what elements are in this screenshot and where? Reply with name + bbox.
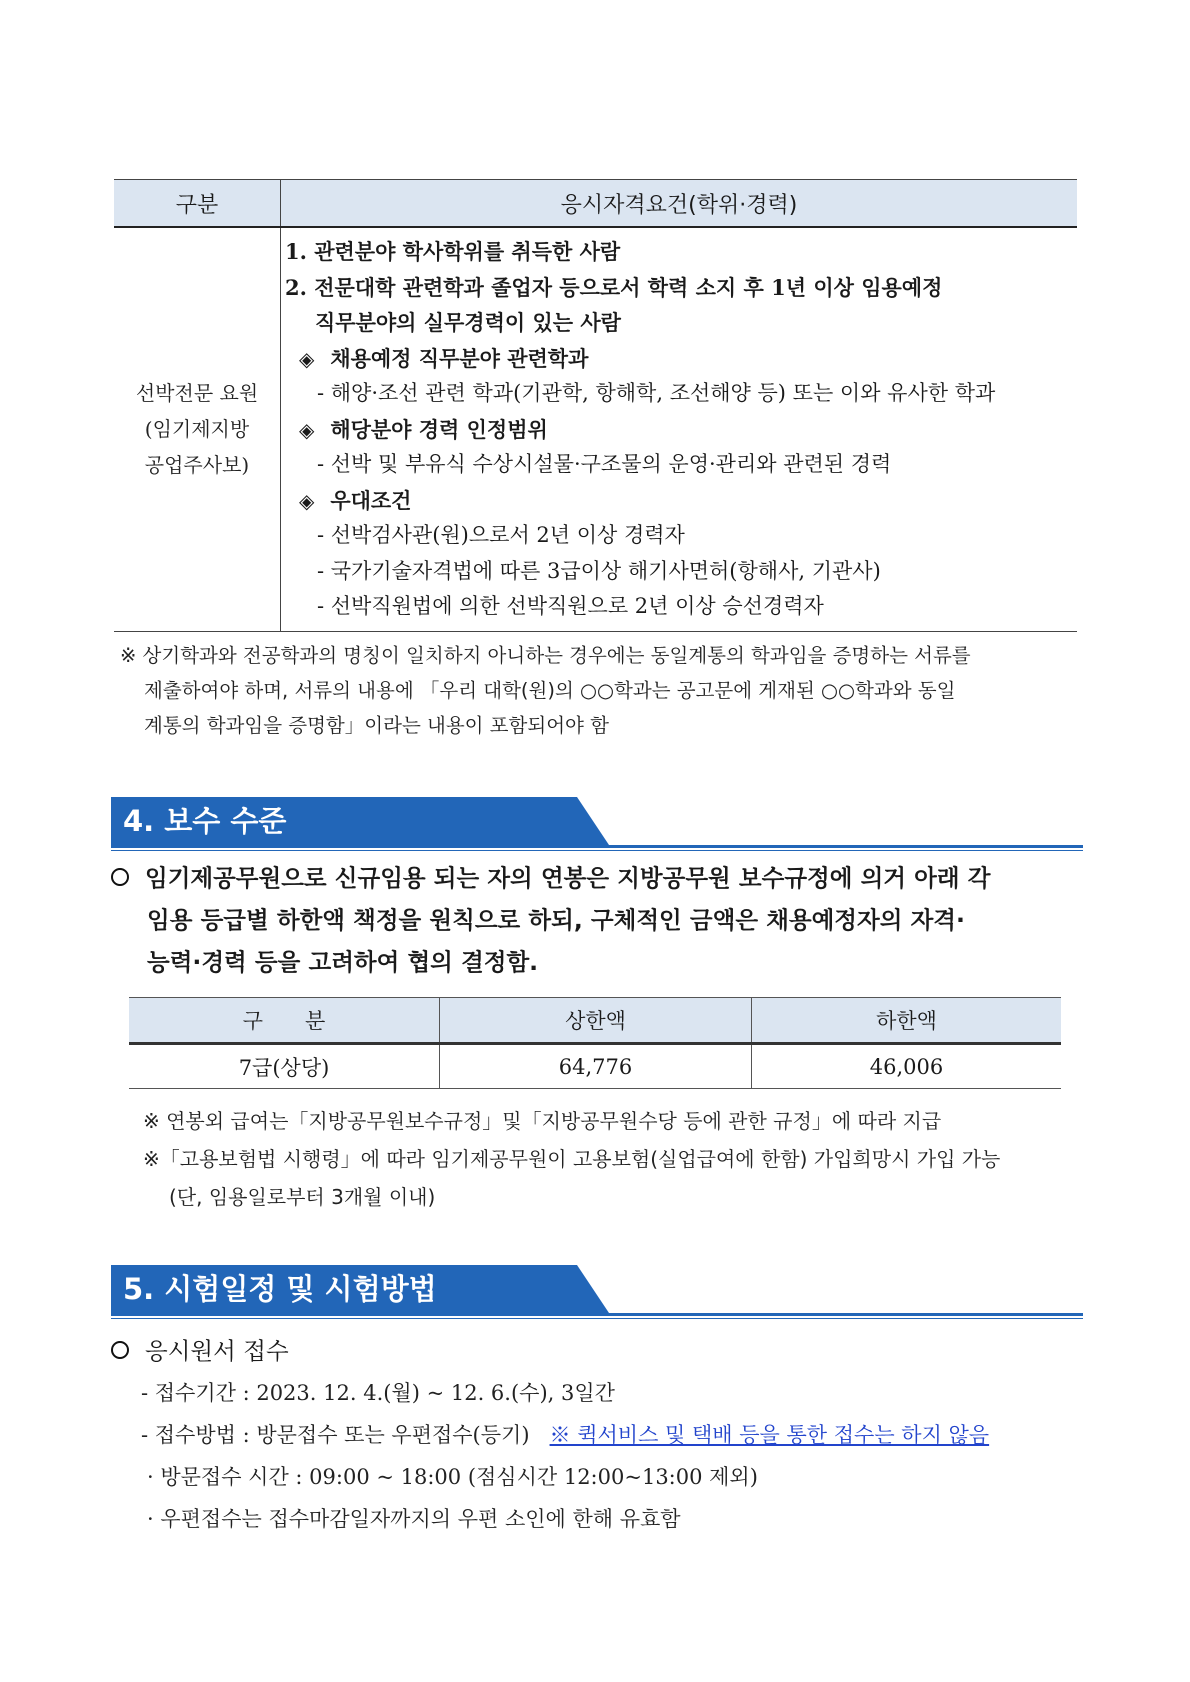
- circle-bullet-icon: [111, 868, 129, 886]
- grade-cell: 7급(상당): [129, 1044, 440, 1089]
- paragraph-line: 임용 등급별 하한액 책정을 원칙으로 하되, 구체적인 금액은 채용예정자의 자격·: [147, 906, 965, 934]
- diamond-icon: ◈: [299, 346, 315, 371]
- category-line: 공업주사보): [144, 453, 250, 478]
- category-cell: [114, 227, 281, 631]
- note-line: 계통의 학과임을 증명함」이라는 내용이 포함되어야 함: [144, 714, 609, 737]
- header-requirements: 응시자격요건(학위·경력): [281, 180, 1078, 228]
- section-4-title: 4. 보수 수준: [123, 804, 287, 838]
- circle-bullet-icon: [111, 1341, 129, 1359]
- section-5-title: 5. 시험일정 및 시험방법: [123, 1272, 437, 1306]
- diamond-icon: ◈: [299, 488, 315, 513]
- table-row: [129, 1044, 1061, 1089]
- divider: [111, 1318, 1083, 1319]
- note-line: ※ 상기학과와 전공학과의 명칭이 일치하지 아니하는 경우에는 동일계통의 학과임을 증명하는 서류를: [120, 644, 971, 667]
- lower-cell: 46,006: [752, 1044, 1062, 1089]
- period-line: - 접수기간 : 2023. 12. 4.(월) ~ 12. 6.(수), 3일간: [141, 1381, 615, 1405]
- header-upper: 상한액: [440, 998, 752, 1044]
- section-5-header: [111, 1265, 1083, 1321]
- subheading: 응시원서 접수: [111, 1330, 989, 1372]
- pref-item: - 선박직원법에 의한 선박직원으로 2년 이상 승선경력자: [317, 594, 824, 618]
- divider: [111, 845, 1083, 848]
- method-note-link[interactable]: ※ 퀵서비스 및 택배 등을 통한 접수는 하지 않음: [549, 1423, 990, 1447]
- pay-table: [129, 997, 1061, 1089]
- requirement-1: 1. 관련분야 학사학위를 취득한 사람: [285, 239, 621, 264]
- dept-heading: ◈ 채용예정 직무분야 관련학과: [285, 341, 1077, 377]
- header-category: 구분: [114, 180, 281, 228]
- divider: [111, 850, 1083, 851]
- method-line: - 접수방법 : 방문접수 또는 우편접수(등기) ※ 퀵서비스 및 택배 등을 통한 접수는 하지 않음: [141, 1423, 990, 1447]
- header-lower: 하한액: [752, 998, 1062, 1044]
- requirement-2-cont: 직무분야의 실무경력이 있는 사람: [315, 310, 621, 335]
- upper-cell: 64,776: [440, 1044, 752, 1089]
- divider: [111, 1313, 1083, 1316]
- category-line: (임기제지방: [144, 417, 250, 442]
- header-grade: 구 분: [129, 998, 440, 1044]
- note-line: ※ 연봉외 급여는「지방공무원보수규정」및「지방공무원수당 등에 관한 규정」에 따라 지급: [143, 1109, 942, 1133]
- career-detail: - 선박 및 부유식 수상시설물·구조물의 운영·관리와 관련된 경력: [317, 452, 892, 476]
- qualification-table: [114, 179, 1077, 632]
- mail-note-line: · 우편접수는 접수마감일자까지의 우편 소인에 한해 유효함: [147, 1507, 681, 1531]
- pref-item: - 국가기술자격법에 따른 3급이상 해기사면허(항해사, 기관사): [317, 558, 881, 583]
- pay-table-header: [129, 998, 1061, 1044]
- requirement-2: 2. 전문대학 관련학과 졸업자 등으로서 학력 소지 후 1년 이상 임용예정: [285, 274, 943, 300]
- qualification-table-header: [114, 180, 1077, 228]
- section-4-header: [111, 797, 1083, 853]
- paragraph-line: 임기제공무원으로 신규임용 되는 자의 연봉은 지방공무원 보수규정에 의거 아래 각: [111, 857, 990, 899]
- table-row: [114, 227, 1077, 631]
- dept-detail: - 해양·조선 관련 학과(기관학, 항해학, 조선해양 등) 또는 이와 유사한 학과: [317, 381, 996, 405]
- paragraph-line: 능력·경력 등을 고려하여 협의 결정함.: [147, 948, 539, 976]
- pref-item: - 선박검사관(원)으로서 2년 이상 경력자: [317, 523, 685, 547]
- note-line: ※「고용보험법 시행령」에 따라 임기제공무원이 고용보험(실업급여에 한함) 가입희망시 가입 가능: [143, 1147, 1001, 1171]
- visit-time-line: · 방문접수 시간 : 09:00 ~ 18:00 (점심시간 12:00~13:00 제외): [147, 1465, 758, 1489]
- dept-note: [120, 638, 971, 743]
- category-line: 선박전문 요원: [135, 381, 259, 406]
- pay-paragraph: [111, 857, 990, 983]
- requirements-cell: [281, 227, 1078, 631]
- career-heading: ◈ 해당분야 경력 인정범위: [285, 412, 1077, 448]
- pay-notes: [143, 1102, 1000, 1216]
- diamond-icon: ◈: [299, 417, 315, 442]
- note-line: (단, 임용일로부터 3개월 이내): [169, 1185, 436, 1209]
- section-5-content: [111, 1330, 989, 1540]
- note-line: 제출하여야 하며, 서류의 내용에 「우리 대학(원)의 ○○학과는 공고문에 게재된 ○○학과와 동일: [144, 679, 956, 702]
- pref-heading: ◈ 우대조건: [285, 483, 1077, 519]
